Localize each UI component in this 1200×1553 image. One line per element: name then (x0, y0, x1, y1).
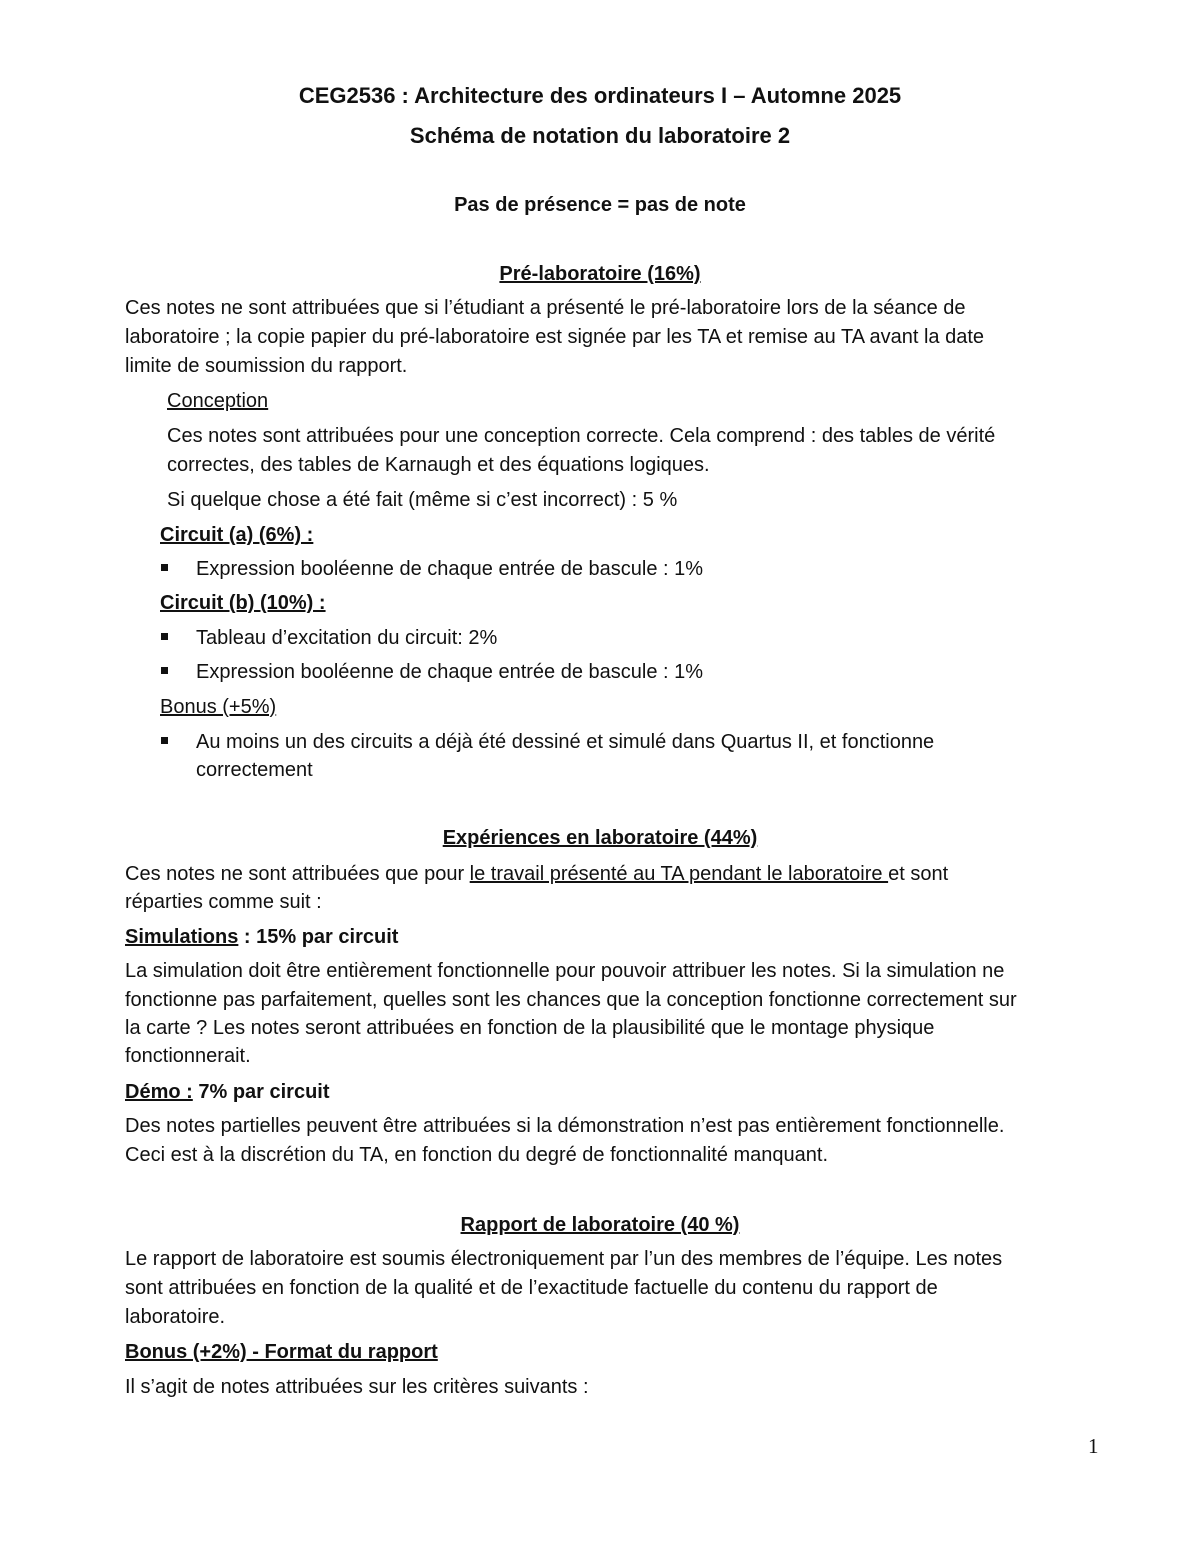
circuit-b-item: Expression booléenne de chaque entrée de bascule : 1% (196, 661, 704, 683)
circuit-a-heading: Circuit (a) (6%) : (160, 524, 314, 546)
square-bullet-icon (161, 633, 168, 640)
conception-text-line: Ces notes sont attribuées pour une conception correcte. Cela comprend : des tables de vérité (167, 425, 996, 447)
pre-lab-heading: Pré-laboratoire (16%) (499, 263, 701, 285)
simulations-value: : 15% par circuit (238, 926, 399, 948)
experiments-intro-prefix: Ces notes ne sont attribuées que pour (125, 863, 470, 885)
square-bullet-icon (161, 737, 168, 744)
demo-value: 7% par circuit (192, 1081, 330, 1103)
pre-lab-intro-line: laboratoire ; la copie papier du pré-laboratoire est signée par les TA et remise au TA avant la date (125, 326, 985, 348)
pre-lab-intro-line: limite de soumission du rapport. (125, 355, 408, 377)
demo-heading (125, 1078, 330, 1106)
conception-text-line: correctes, des tables de Karnaugh et des équations logiques. (167, 454, 710, 476)
pre-lab-bonus-item-line: correctement (196, 759, 313, 781)
document-subtitle: Schéma de notation du laboratoire 2 (409, 123, 791, 148)
experiments-intro-line: réparties comme suit : (125, 891, 322, 913)
circuit-a-item: Expression booléenne de chaque entrée de bascule : 1% (196, 558, 704, 580)
demo-label: Démo : (125, 1081, 193, 1103)
demo-text-line: Des notes partielles peuvent être attribuées si la démonstration n’est pas entièrement fonctionnelle. (125, 1115, 1005, 1137)
square-bullet-icon (161, 564, 168, 571)
simulations-text-line: La simulation doit être entièrement fonctionnelle pour pouvoir attribuer les notes. Si la simulation ne (125, 960, 1005, 982)
report-text-line: Le rapport de laboratoire est soumis électroniquement par l’un des membres de l’équipe. Les notes (125, 1248, 1003, 1270)
simulations-text-line: la carte ? Les notes seront attribuées en fonction de la plausibilité que le montage physique (125, 1017, 935, 1039)
simulations-heading (125, 923, 398, 951)
experiments-intro-line (125, 860, 948, 888)
report-criteria-intro: Il s’agit de notes attribuées sur les critères suivants : (125, 1376, 589, 1398)
square-bullet-icon (161, 667, 168, 674)
experiments-intro-emphasis: le travail présenté au TA pendant le laboratoire (469, 863, 889, 885)
document-title: CEG2536 : Architecture des ordinateurs I – Automne 2025 (298, 83, 902, 108)
conception-partial-credit: Si quelque chose a été fait (même si c’est incorrect) : 5 % (167, 489, 678, 511)
simulations-label: Simulations (125, 926, 239, 948)
conception-heading: Conception (167, 390, 269, 412)
report-bonus-heading: Bonus (+2%) - Format du rapport (125, 1341, 438, 1363)
report-heading: Rapport de laboratoire (40 %) (460, 1214, 740, 1236)
page-number: 1 (1088, 1434, 1099, 1458)
presence-rule: Pas de présence = pas de note (454, 194, 746, 216)
demo-text-line: Ceci est à la discrétion du TA, en fonction du degré de fonctionnalité manquant. (125, 1144, 829, 1166)
experiments-heading: Expériences en laboratoire (44%) (442, 827, 758, 849)
pre-lab-intro-line: Ces notes ne sont attribuées que si l’étudiant a présenté le pré-laboratoire lors de la séance de (125, 297, 966, 319)
simulations-text-line: fonctionne pas parfaitement, quelles sont les chances que la conception fonctionne correctement sur (125, 989, 1017, 1011)
report-text-line: laboratoire. (125, 1306, 226, 1328)
pre-lab-bonus-item-line: Au moins un des circuits a déjà été dessiné et simulé dans Quartus II, et fonctionne (196, 731, 935, 753)
experiments-intro-suffix: et sont (888, 863, 949, 885)
report-text-line: sont attribuées en fonction de la qualité et de l’exactitude factuelle du contenu du rapport de (125, 1277, 938, 1299)
circuit-b-item: Tableau d’excitation du circuit: 2% (196, 627, 498, 649)
pre-lab-bonus-heading: Bonus (+5%) (160, 696, 277, 718)
simulations-text-line: fonctionnerait. (125, 1045, 251, 1067)
circuit-b-heading: Circuit (b) (10%) : (160, 592, 326, 614)
